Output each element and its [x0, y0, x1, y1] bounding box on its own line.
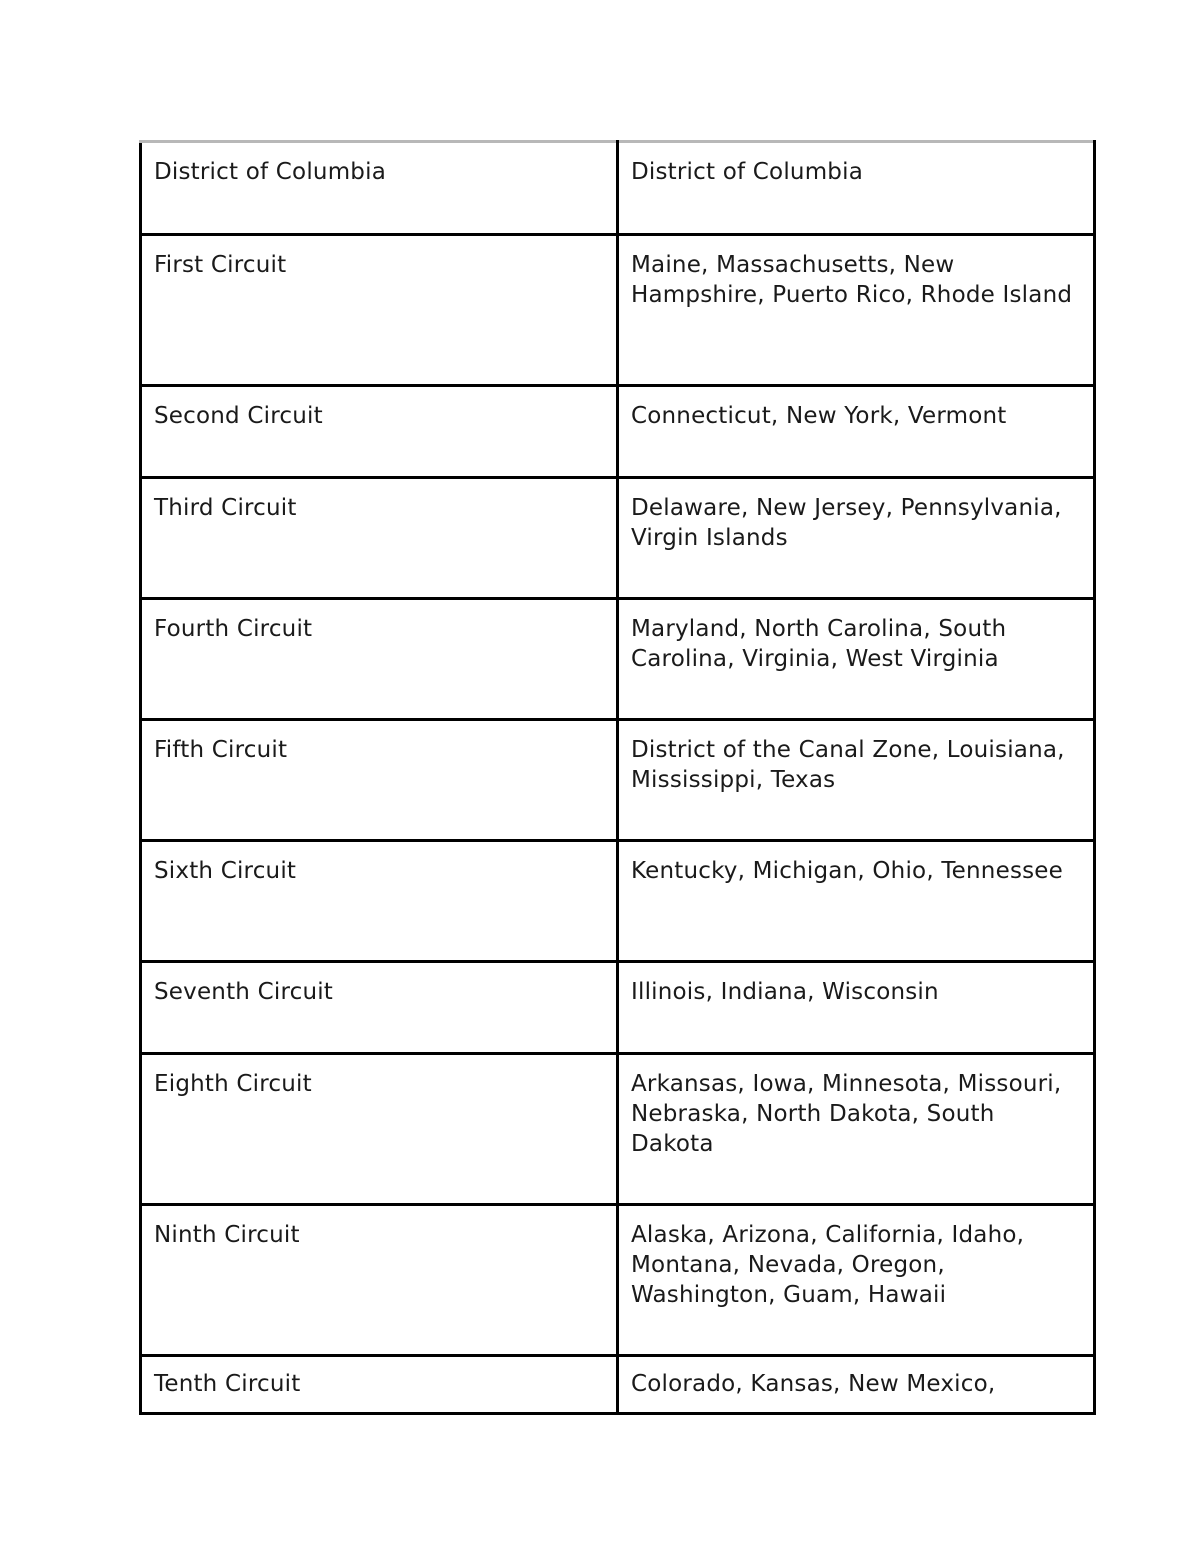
table-row	[141, 599, 1095, 720]
circuit-name-cell: Ninth Circuit	[141, 1205, 618, 1356]
table-row	[141, 841, 1095, 962]
circuit-name-cell: Third Circuit	[141, 478, 618, 599]
jurisdictions-cell: Delaware, New Jersey, Pennsylvania, Virgin Islands	[618, 478, 1095, 599]
circuit-name-cell: Sixth Circuit	[141, 841, 618, 962]
jurisdictions-cell: Alaska, Arizona, California, Idaho, Montana, Nevada, Oregon, Washington, Guam, Hawaii	[618, 1205, 1095, 1356]
table-row	[141, 1205, 1095, 1356]
jurisdictions-cell: Connecticut, New York, Vermont	[618, 386, 1095, 478]
table-row	[141, 386, 1095, 478]
jurisdictions-cell: District of Columbia	[618, 142, 1095, 235]
table-row	[141, 142, 1095, 235]
table-row	[141, 478, 1095, 599]
table-row	[141, 235, 1095, 386]
jurisdictions-cell: Kentucky, Michigan, Ohio, Tennessee	[618, 841, 1095, 962]
jurisdictions-cell: District of the Canal Zone, Louisiana, Mississippi, Texas	[618, 720, 1095, 841]
circuit-name-cell: Tenth Circuit	[141, 1356, 618, 1414]
table-row	[141, 720, 1095, 841]
table-row	[141, 1356, 1095, 1414]
circuit-name-cell: Second Circuit	[141, 386, 618, 478]
circuit-name-cell: Seventh Circuit	[141, 962, 618, 1054]
table-row	[141, 1054, 1095, 1205]
jurisdictions-cell: Colorado, Kansas, New Mexico,	[618, 1356, 1095, 1414]
table-row	[141, 962, 1095, 1054]
circuit-name-cell: District of Columbia	[141, 142, 618, 235]
jurisdictions-cell: Illinois, Indiana, Wisconsin	[618, 962, 1095, 1054]
jurisdictions-cell: Maryland, North Carolina, South Carolina, Virginia, West Virginia	[618, 599, 1095, 720]
circuit-name-cell: Fourth Circuit	[141, 599, 618, 720]
jurisdictions-cell: Arkansas, Iowa, Minnesota, Missouri, Nebraska, North Dakota, South Dakota	[618, 1054, 1095, 1205]
circuit-name-cell: First Circuit	[141, 235, 618, 386]
circuit-name-cell: Eighth Circuit	[141, 1054, 618, 1205]
circuit-name-cell: Fifth Circuit	[141, 720, 618, 841]
circuit-table	[139, 140, 1096, 1415]
jurisdictions-cell: Maine, Massachusetts, New Hampshire, Puerto Rico, Rhode Island	[618, 235, 1095, 386]
